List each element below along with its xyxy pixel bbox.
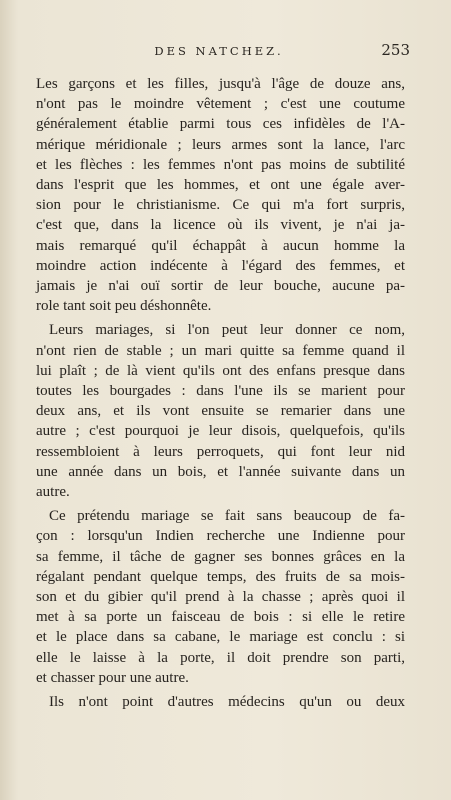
text-line: met à sa porte un faisceau de bois : si elle le retire bbox=[36, 609, 405, 626]
text-line: toutes les bourgades : dans l'une ils se marient pour bbox=[36, 383, 405, 400]
text-line: autre. bbox=[36, 484, 70, 501]
running-head: DES NATCHEZ. bbox=[154, 44, 284, 58]
text-line: jamais je n'ai ouï sortir de leur bouche, aucune pa- bbox=[36, 278, 405, 295]
text-line: Ce prétendu mariage se fait sans beaucoup de fa- bbox=[49, 508, 405, 525]
text-line: dans l'esprit que les hommes, et ont une égale aver- bbox=[36, 177, 405, 194]
text-line: n'ont rien de stable ; un mari quitte sa femme quand il bbox=[36, 342, 405, 359]
text-line: moindre action indécente à l'égard des femmes, et bbox=[36, 257, 405, 274]
text-line: et les flèches : les femmes n'ont pas moins de subtilité bbox=[36, 156, 405, 173]
text-line: role tant soit peu déshonnête. bbox=[36, 298, 212, 315]
text-line: mais remarqué qu'il échappât à aucun homme la bbox=[36, 237, 405, 254]
text-line: son et du gibier qu'il prend à la chasse ; après quoi il bbox=[36, 589, 405, 606]
text-line: deux ans, et ils vont ensuite se remarier dans une bbox=[36, 403, 405, 420]
text-line: Ils n'ont point d'autres médecins qu'un ou deux bbox=[49, 694, 405, 711]
text-line: régalant pendant quelque temps, des fruits de sa mois- bbox=[36, 568, 405, 585]
text-line: ressembloient à leurs perroquets, qui font leur nid bbox=[36, 443, 405, 460]
text-line: Leurs mariages, si l'on peut leur donner ce nom, bbox=[49, 322, 405, 339]
text-line: une année dans un bois, et l'année suivante dans un bbox=[36, 463, 405, 480]
page-header bbox=[60, 41, 418, 66]
text-line: çon : lorsqu'un Indien recherche une Indienne pour bbox=[36, 528, 405, 545]
text-line: sa femme, il tâche de gagner ses bonnes grâces en la bbox=[36, 548, 405, 565]
text-line: n'ont pas le moindre vêtement ; c'est une coutume bbox=[36, 96, 405, 113]
text-line: autre ; c'est pourquoi je leur disois, quelquefois, qu'ils bbox=[36, 423, 405, 440]
body-text bbox=[36, 74, 405, 716]
page-number: 253 bbox=[381, 41, 410, 59]
text-line: elle le laisse à la porte, il doit prendre son parti, bbox=[36, 649, 405, 666]
text-line: mérique méridionale ; leurs armes sont la lance, l'arc bbox=[36, 136, 405, 153]
paragraph bbox=[36, 74, 405, 316]
text-line: et chasser pour une autre. bbox=[36, 669, 189, 686]
text-line: généralement établie parmi tous ces infidèles de l'A- bbox=[36, 116, 405, 133]
paragraph bbox=[36, 506, 405, 688]
text-line: sion pour le christianisme. Ce qui m'a fort surpris, bbox=[36, 197, 405, 214]
text-line: Les garçons et les filles, jusqu'à l'âge de douze ans, bbox=[36, 76, 405, 92]
text-line: et le place dans sa cabane, le mariage est conclu : si bbox=[36, 629, 405, 646]
text-line: lui plaît ; de là vient qu'ils ont des enfans presque dans bbox=[36, 362, 405, 379]
paragraph bbox=[36, 320, 405, 502]
paragraph bbox=[36, 692, 405, 712]
text-line: c'est que, dans la licence où ils vivent, je n'ai ja- bbox=[36, 217, 405, 234]
